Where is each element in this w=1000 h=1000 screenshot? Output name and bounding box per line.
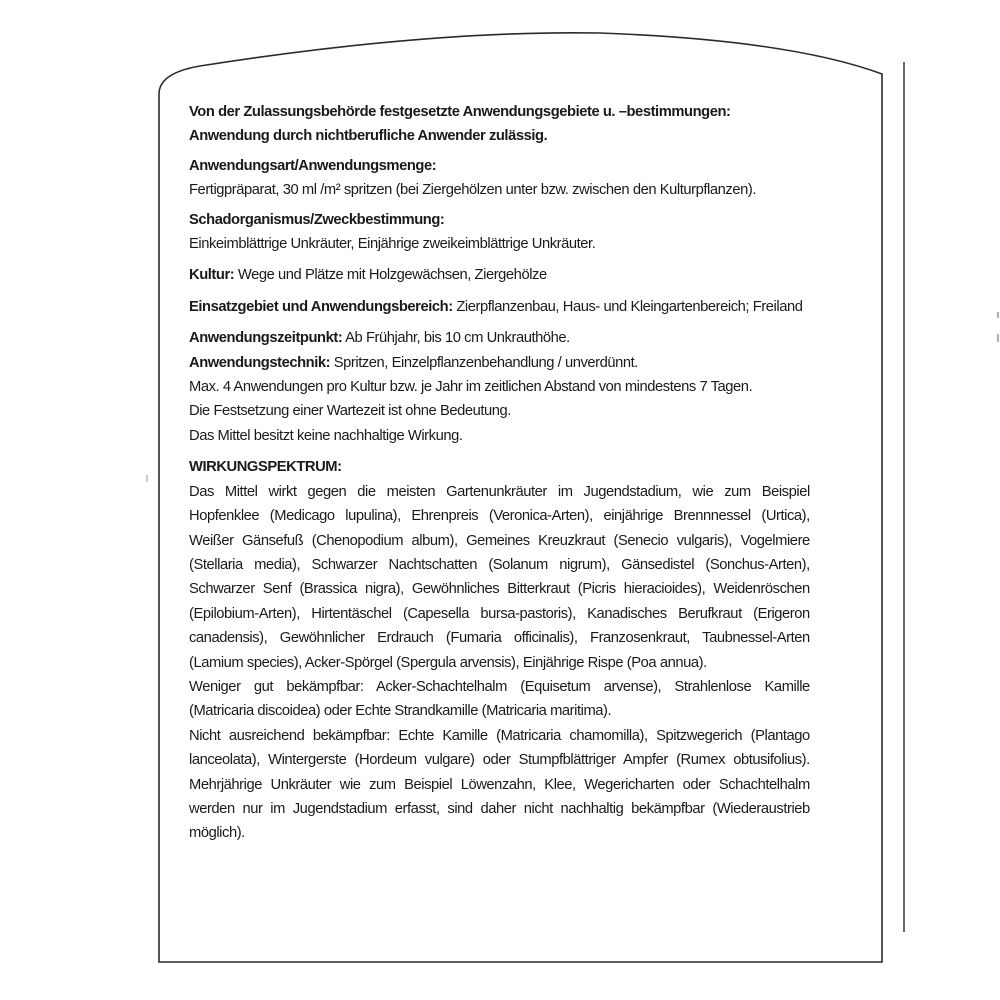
spektrum-line: (Matricaria discoidea) oder Echte Strandkamille (Matricaria maritima).: [189, 702, 612, 720]
einsatzgebiet-label: Einsatzgebiet und Anwendungsbereich:: [189, 297, 453, 315]
spektrum-line: (Epilobium-Arten), Hirtentäschel (Capesella bursa-pastoris), Kanadisches Berufkraut (Erigeron: [189, 604, 810, 622]
spektrum-line: möglich).: [189, 824, 245, 842]
spektrum-line: Hopfenklee (Medicago lupulina), Ehrenpreis (Veronica-Arten), einjährige Brennnessel (Urtica),: [189, 507, 810, 525]
anwendungsart-label: Anwendungsart/Anwendungsmenge:: [189, 156, 437, 174]
spektrum-line: (Stellaria media), Schwarzer Nachtschatten (Solanum nigrum), Gänsedistel (Sonchus-Arten),: [189, 555, 810, 573]
zeitpunkt-label: Anwendungszeitpunkt:: [189, 329, 343, 347]
technik-label: Anwendungstechnik:: [189, 353, 331, 371]
spektrum-line: Das Mittel wirkt gegen die meisten Gartenunkräuter im Jugendstadium, wie zum Beispiel: [189, 482, 810, 500]
kultur-text: Wege und Plätze mit Holzgewächsen, Ziergehölze: [234, 266, 547, 284]
spektrum-line: Mehrjährige Unkräuter wie zum Beispiel Löwenzahn, Klee, Wegericharten oder Schachtelhalm: [189, 775, 810, 793]
zeitpunkt-text: Ab Frühjahr, bis 10 cm Unkrauthöhe.: [342, 329, 570, 347]
note-line: Das Mittel besitzt keine nachhaltige Wirkung.: [189, 426, 463, 444]
note-line: Die Festsetzung einer Wartezeit ist ohne Bedeutung.: [189, 402, 511, 420]
schadorganismus-label: Schadorganismus/Zweckbestimmung:: [189, 210, 445, 228]
spektrum-line: Schwarzer Senf (Brassica nigra), Gewöhnliches Bitterkraut (Picris hieracioides), Weidenröschen: [189, 580, 810, 598]
spektrum-line: Weißer Gänsefuß (Chenopodium album), Gemeines Kreuzkraut (Senecio vulgaris), Vogelmiere: [189, 531, 810, 549]
note-line: Max. 4 Anwendungen pro Kultur bzw. je Jahr im zeitlichen Abstand von mindestens 7 Tagen.: [189, 378, 753, 396]
spektrum-line: werden nur im Jugendstadium erfasst, sind daher nicht nachhaltig bekämpfbar (Wiederaustrieb: [189, 799, 810, 817]
spektrum-line: lanceolata), Wintergerste (Hordeum vulgare) oder Stumpfblättriger Ampfer (Rumex obtusifolius).: [189, 751, 810, 769]
section-zeitpunkt: [189, 326, 810, 350]
header-line-2: Anwendung durch nichtberufliche Anwender zulässig.: [189, 127, 548, 145]
section-wirkungsspektrum: [189, 455, 810, 846]
section-technik: [189, 351, 810, 375]
einsatzgebiet-text: Zierpflanzenbau, Haus- und Kleingartenbereich; Freiland: [452, 297, 803, 315]
spektrum-line: canadensis), Gewöhnlicher Erdrauch (Fumaria officinalis), Franzosenkraut, Taubnessel-Arten: [189, 629, 810, 647]
kultur-label: Kultur:: [189, 266, 235, 284]
section-kultur: [189, 263, 810, 287]
technik-text: Spritzen, Einzelpflanzenbehandlung / unverdünnt.: [330, 353, 638, 371]
section-anwendungsart: [189, 154, 810, 203]
section-schadorganismus: [189, 208, 810, 257]
label-text-block: [189, 100, 810, 846]
spektrum-line: (Lamium species), Acker-Spörgel (Spergula arvensis), Einjährige Rispe (Poa annua).: [189, 653, 707, 671]
spektrum-title: WIRKUNGSPEKTRUM:: [189, 458, 342, 476]
anwendungsart-text: Fertigpräparat, 30 ml /m² spritzen (bei Ziergehölzen unter bzw. zwischen den Kulturpflanzen).: [189, 181, 756, 199]
section-einsatzgebiet: [189, 295, 810, 319]
spektrum-line: Nicht ausreichend bekämpfbar: Echte Kamille (Matricaria chamomilla), Spitzwegerich (Plantago: [189, 726, 810, 744]
schadorganismus-text: Einkeimblättrige Unkräuter, Einjährige zweikeimblättrige Unkräuter.: [189, 235, 596, 253]
spektrum-line: Weniger gut bekämpfbar: Acker-Schachtelhalm (Equisetum arvense), Strahlenlose Kamille: [189, 677, 810, 695]
header-line-1: Von der Zulassungsbehörde festgesetzte Anwendungsgebiete u. –bestimmungen:: [189, 103, 731, 120]
